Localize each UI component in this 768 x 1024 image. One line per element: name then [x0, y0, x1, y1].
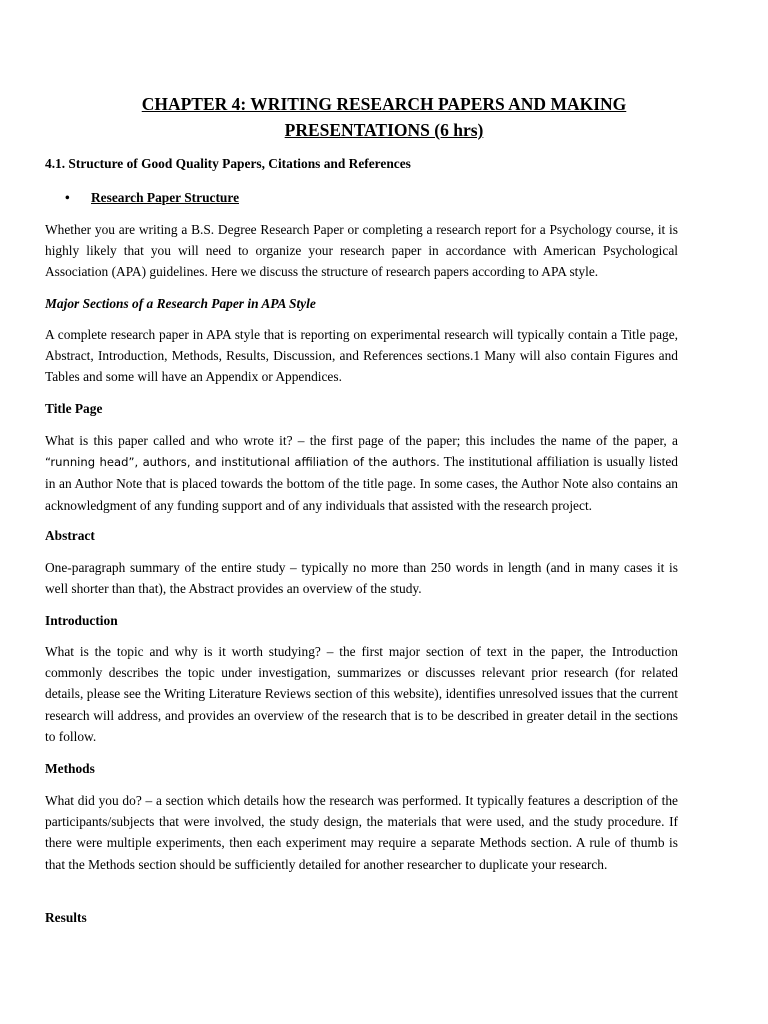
methods-heading: Methods [45, 761, 95, 776]
section-heading: 4.1. Structure of Good Quality Papers, Citations and References [45, 156, 411, 171]
results-heading: Results [45, 910, 87, 925]
title-page-heading: Title Page [45, 401, 103, 416]
chapter-title [90, 91, 678, 143]
abstract-heading: Abstract [45, 528, 95, 543]
title-page-text-b: “running head”, authors, and institutional affiliation of the authors. [45, 455, 440, 470]
title-page-paragraph [45, 430, 678, 516]
intro-paragraph: Whether you are writing a B.S. Degree Research Paper or completing a research report for a Psychology course, it is highly likely that you will need to organize your research paper in accordance with American Psychological Association (APA) guidelines. Here we discuss the structure of research papers according to APA style. [45, 222, 678, 280]
introduction-paragraph: What is the topic and why is it worth studying? – the first major section of text in the paper, the Introduction commonly describes the topic under investigation, summarizes or discusses relevant prior research (for related details, please see the Writing Literature Reviews section of this website), identifies unresolved issues that the current research will address, and provides an overview of the research that is to be described in greater detail in the sections to follow. [45, 644, 678, 744]
introduction-heading: Introduction [45, 613, 118, 628]
major-sections-paragraph: A complete research paper in APA style that is reporting on experimental research will typically contain a Title page, Abstract, Introduction, Methods, Results, Discussion, and References sections.1 Many will also contain Figures and Tables and some will have an Appendix or Appendices. [45, 327, 678, 385]
abstract-paragraph: One-paragraph summary of the entire study – typically no more than 250 words in length (and in many cases it is well shorter than that), the Abstract provides an overview of the study. [45, 560, 678, 597]
methods-paragraph: What did you do? – a section which details how the research was performed. It typically features a description of the participants/subjects that were involved, the study design, the materials that were used, and the study procedure. If there were multiple experiments, then each experiment may require a separate Methods section. A rule of thumb is that the Methods section should be sufficiently detailed for another researcher to duplicate your research. [45, 793, 678, 872]
major-sections-heading: Major Sections of a Research Paper in APA Style [45, 296, 316, 311]
title-page-text-a: What is this paper called and who wrote it? – the first page of the paper; this includes the name of the paper, a [45, 433, 678, 448]
title-page-text-c: The institutional affiliation is usually listed in an Author Note that is placed towards the bottom of the title page. In some cases, the Author Note also contains an acknowledgment of any funding support and of any individuals that assisted with the research project. [45, 454, 678, 513]
bullet-icon: • [65, 190, 70, 205]
chapter-title-line-2: PRESENTATIONS (6 hrs) [284, 120, 484, 140]
bullet-label: Research Paper Structure [91, 190, 240, 205]
chapter-title-line-1: CHAPTER 4: WRITING RESEARCH PAPERS AND MAKING [141, 94, 627, 114]
